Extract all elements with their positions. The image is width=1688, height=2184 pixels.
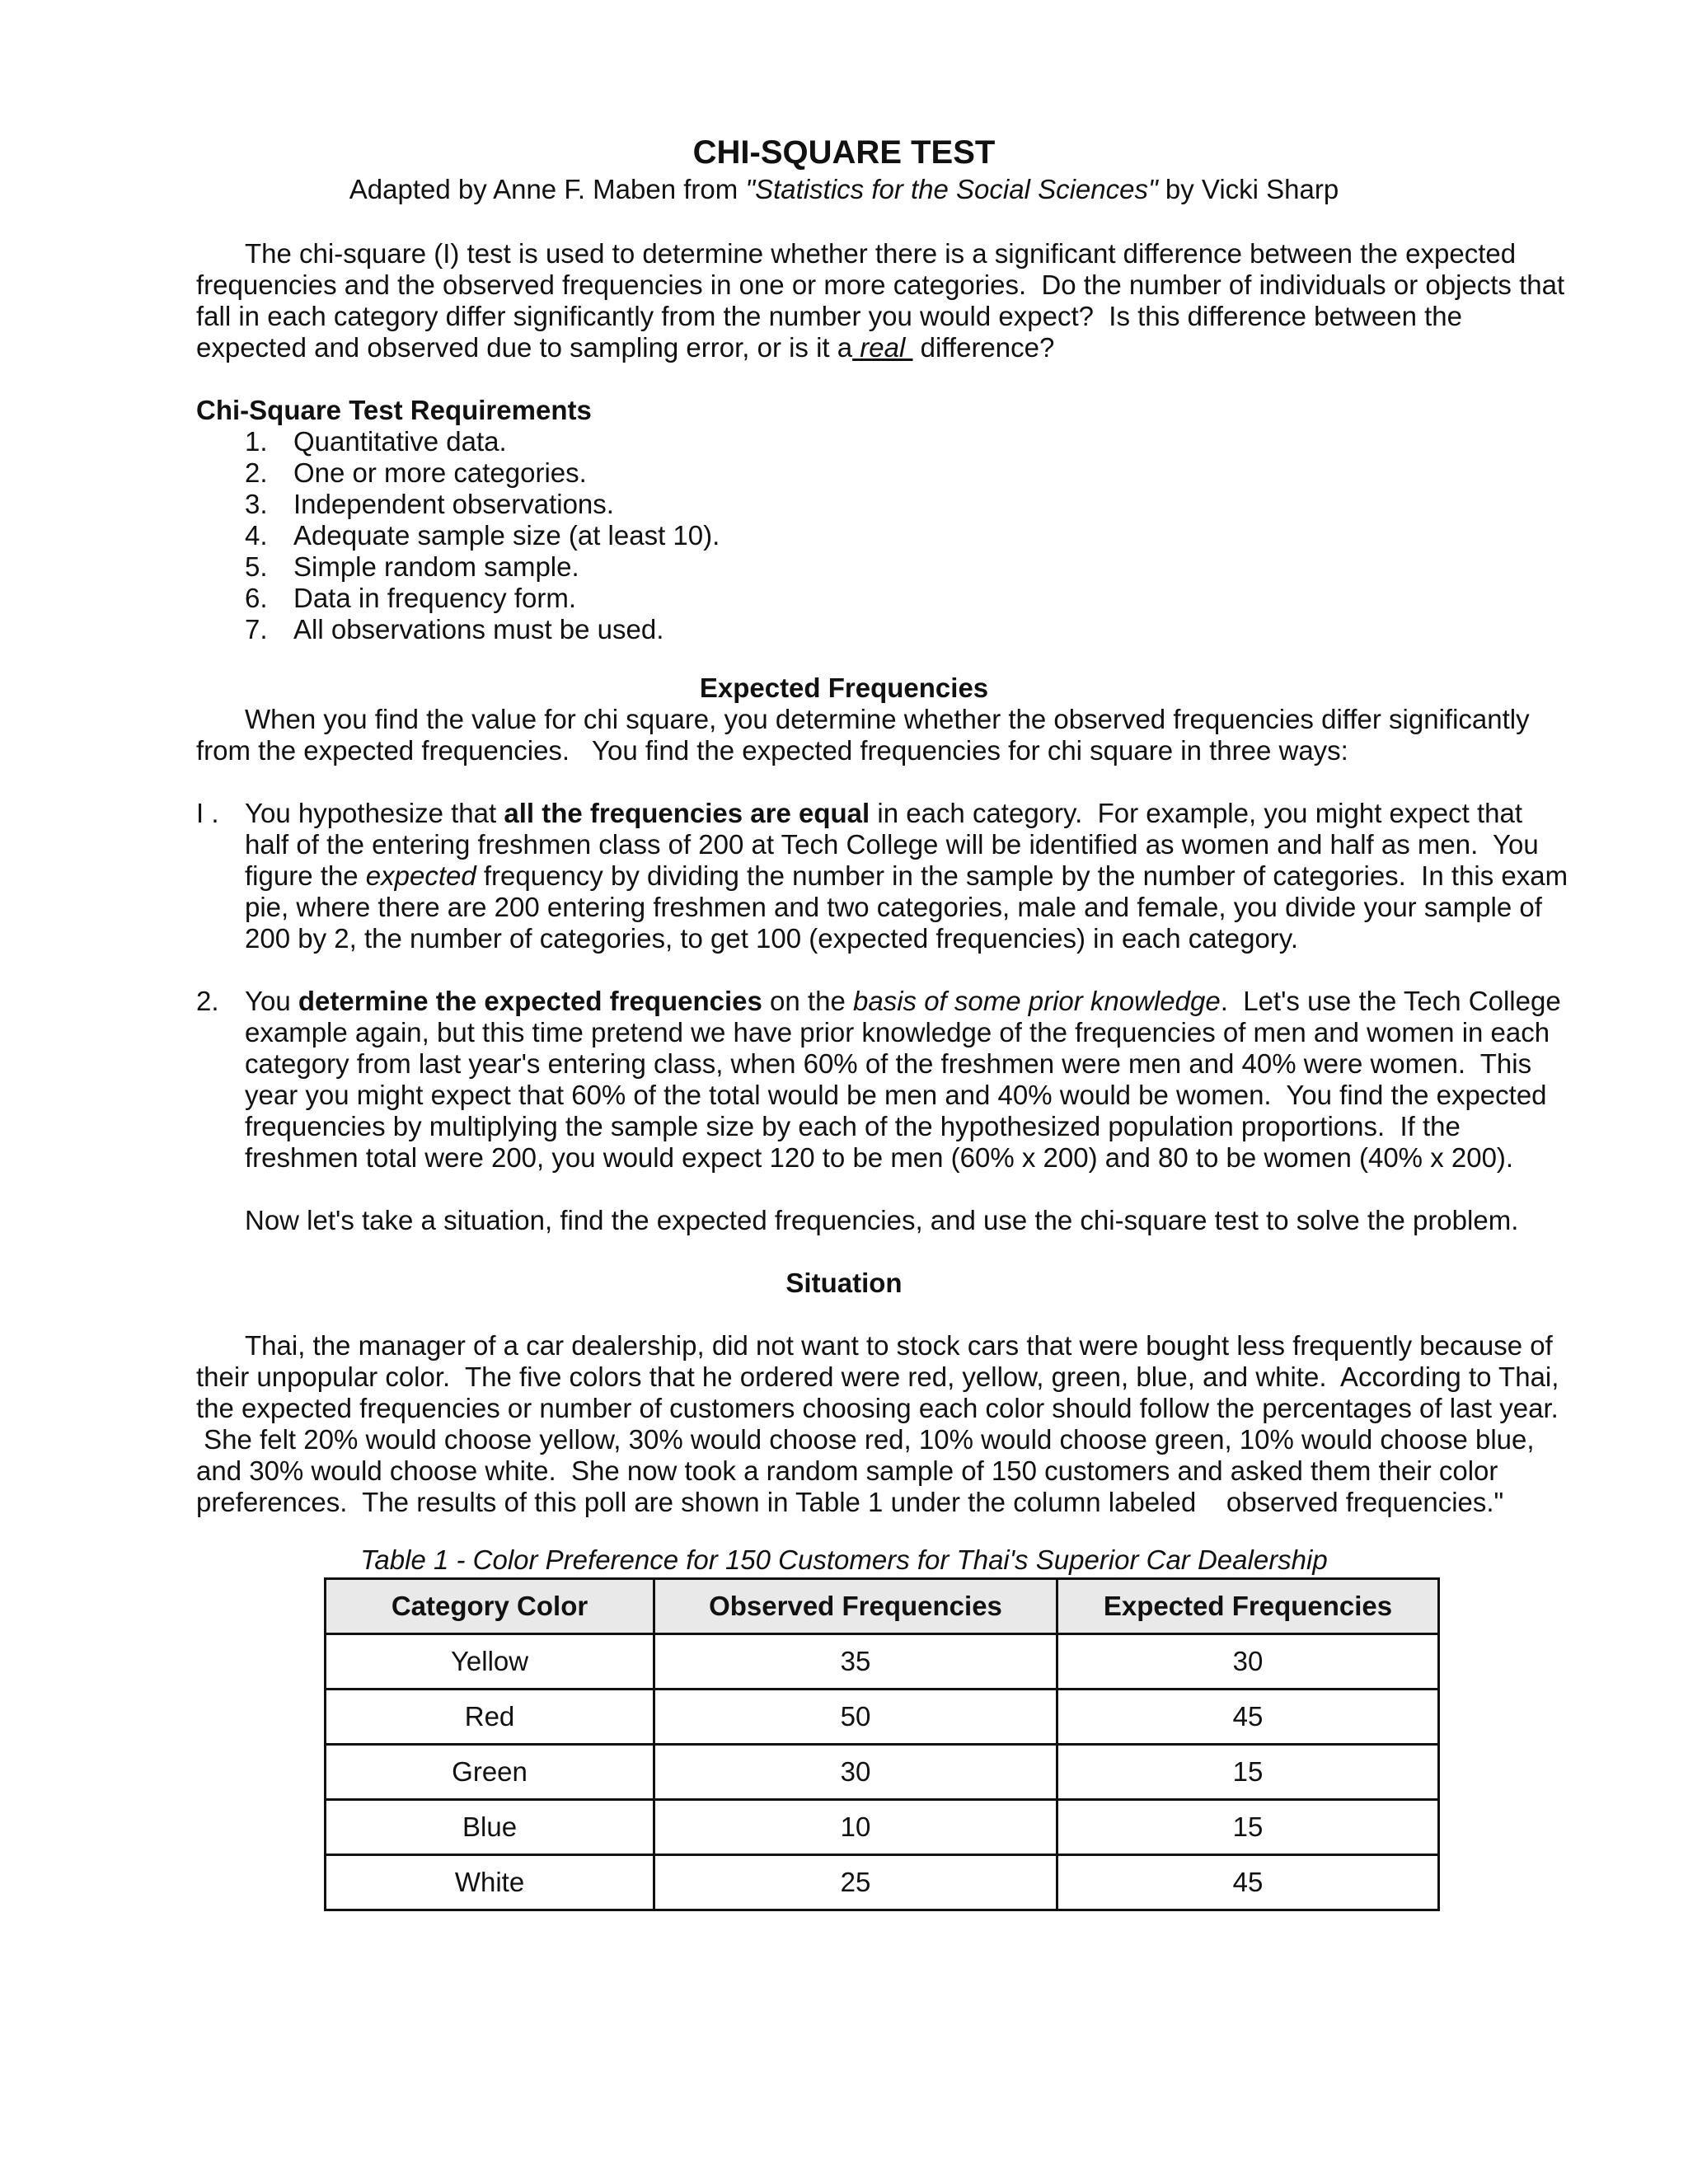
list-item-number: 2.	[245, 457, 268, 488]
italic-word: expected	[365, 860, 476, 891]
intro-line-3: fall in each category differ significantly from the number you would expect? Is this difference between the	[196, 301, 1462, 331]
situation-line-5: and 30% would choose white. She now took a random sample of 150 customers and asked them their color	[196, 1455, 1498, 1486]
text-run: . Let's use the Tech College	[1220, 986, 1561, 1016]
list-item: Independent observations.	[293, 489, 614, 519]
situation-line-6: preferences. The results of this poll are shown in Table 1 under the column labeled observed frequencies."	[196, 1487, 1504, 1517]
column-header-category: Category Color	[326, 1579, 654, 1634]
intro-real-word: real	[852, 332, 913, 363]
italic-phrase: basis of some prior knowledge	[852, 986, 1221, 1016]
list-item: One or more categories.	[293, 457, 587, 488]
method-1-line-3	[245, 860, 1568, 892]
table-row	[326, 1634, 1439, 1690]
method-1-line-1	[245, 798, 1522, 829]
bold-phrase: all the frequencies are equal	[504, 798, 870, 828]
subtitle-source: "Statistics for the Social Sciences"	[745, 174, 1158, 204]
situation-line-4: She felt 20% would choose yellow, 30% would choose red, 10% would choose green, 10% would choose blue,	[196, 1424, 1535, 1455]
text-run: You hypothesize that	[245, 798, 504, 828]
intro-line-4-suffix: difference?	[912, 332, 1055, 363]
list-item-number: 5.	[245, 551, 268, 582]
list-item-number: 4.	[245, 520, 268, 551]
table-header-row	[326, 1579, 1439, 1634]
situation-line-3: the expected frequencies or number of customers choosing each color should follow the percentages of last year.	[196, 1393, 1559, 1423]
method-2-line-6: freshmen total were 200, you would expect 120 to be men (60% x 200) and 80 to be women (40% x 200).	[245, 1142, 1514, 1173]
cell-observed: 10	[654, 1800, 1057, 1855]
cell-observed: 25	[654, 1855, 1057, 1910]
cell-expected: 45	[1057, 1855, 1438, 1910]
intro-line-4-prefix: expected and observed due to sampling error, or is it a	[196, 332, 853, 363]
method-2-line-3: category from last year's entering class, when 60% of the freshmen were men and 40% were women. This	[245, 1048, 1532, 1079]
list-item: Adequate sample size (at least 10).	[293, 520, 720, 551]
cell-expected: 30	[1057, 1634, 1438, 1690]
cell-color: Blue	[326, 1800, 654, 1855]
list-item-number: 7.	[245, 614, 268, 644]
cell-color: Red	[326, 1690, 654, 1745]
intro-line-4	[196, 332, 1054, 363]
table-row	[326, 1800, 1439, 1855]
subtitle-prefix: Adapted by Anne F. Maben from	[349, 174, 746, 204]
color-preference-table	[324, 1577, 1440, 1911]
text-run: on the	[762, 986, 853, 1016]
subtitle	[0, 173, 1688, 206]
page-title: CHI-SQUARE TEST	[692, 134, 996, 171]
cell-observed: 30	[654, 1745, 1057, 1800]
situation-line-2: their unpopular color. The five colors that he ordered were red, yellow, green, blue, and white. According to Thai,	[196, 1361, 1559, 1392]
text-run: figure the	[245, 860, 366, 891]
cell-observed: 50	[654, 1690, 1057, 1745]
table-caption: Table 1 - Color Preference for 150 Customers for Thai's Superior Car Dealership	[360, 1544, 1328, 1575]
cell-color: Green	[326, 1745, 654, 1800]
list-item: Data in frequency form.	[293, 583, 576, 613]
cell-color: White	[326, 1855, 654, 1910]
list-item: All observations must be used.	[293, 614, 664, 644]
intro-line-1: The chi-square (I) test is used to determine whether there is a significant difference between the expected	[245, 238, 1517, 269]
method-2-line-4: year you might expect that 60% of the total would be men and 40% would be women. You find the expected	[245, 1080, 1547, 1110]
method-1-line-5: 200 by 2, the number of categories, to get 100 (expected frequencies) in each category.	[245, 923, 1299, 954]
method-1-line-2: half of the entering freshmen class of 200 at Tech College will be identified as women and half as men. You	[245, 829, 1539, 860]
list-item-number: 6.	[245, 583, 268, 613]
column-header-observed: Observed Frequencies	[654, 1579, 1057, 1634]
method-1-number: I .	[196, 798, 219, 828]
cell-expected: 45	[1057, 1690, 1438, 1745]
table-row	[326, 1690, 1439, 1745]
method-2-line-5: frequencies by multiplying the sample size by each of the hypothesized population proportions. If the	[245, 1111, 1461, 1141]
method-2-line-2: example again, but this time pretend we have prior knowledge of the frequencies of men and women in each	[245, 1017, 1550, 1047]
expected-heading: Expected Frequencies	[699, 673, 989, 703]
cell-expected: 15	[1057, 1800, 1438, 1855]
text-run: in each category. For example, you might expect that	[870, 798, 1522, 828]
column-header-expected: Expected Frequencies	[1057, 1579, 1438, 1634]
subtitle-suffix: by Vicki Sharp	[1157, 174, 1339, 204]
transition-line: Now let's take a situation, find the expected frequencies, and use the chi-square test to solve the problem.	[245, 1205, 1519, 1235]
list-item: Simple random sample.	[293, 551, 579, 582]
list-item: Quantitative data.	[293, 426, 507, 457]
method-2-line-1	[245, 986, 1561, 1017]
intro-line-2: frequencies and the observed frequencies in one or more categories. Do the number of individuals or objects that	[196, 269, 1565, 300]
method-2-number: 2.	[196, 986, 219, 1016]
method-1-line-4: pie, where there are 200 entering freshmen and two categories, male and female, you divide your sample of	[245, 892, 1542, 922]
situation-heading: Situation	[785, 1268, 903, 1298]
expected-para-line-2: from the expected frequencies. You find the expected frequencies for chi square in three ways:	[196, 735, 1348, 766]
text-run: You	[245, 986, 298, 1016]
table-row	[326, 1855, 1439, 1910]
cell-expected: 15	[1057, 1745, 1438, 1800]
list-item-number: 1.	[245, 426, 268, 457]
table-row	[326, 1745, 1439, 1800]
cell-observed: 35	[654, 1634, 1057, 1690]
text-run: frequency by dividing the number in the sample by the number of categories. In this exam	[476, 860, 1568, 891]
expected-para-line-1: When you find the value for chi square, you determine whether the observed frequencies differ significantly	[245, 704, 1530, 734]
cell-color: Yellow	[326, 1634, 654, 1690]
requirements-heading: Chi-Square Test Requirements	[196, 395, 592, 425]
situation-line-1: Thai, the manager of a car dealership, did not want to stock cars that were bought less frequently because of	[245, 1330, 1553, 1361]
list-item-number: 3.	[245, 489, 268, 519]
bold-phrase: determine the expected frequencies	[298, 986, 762, 1016]
